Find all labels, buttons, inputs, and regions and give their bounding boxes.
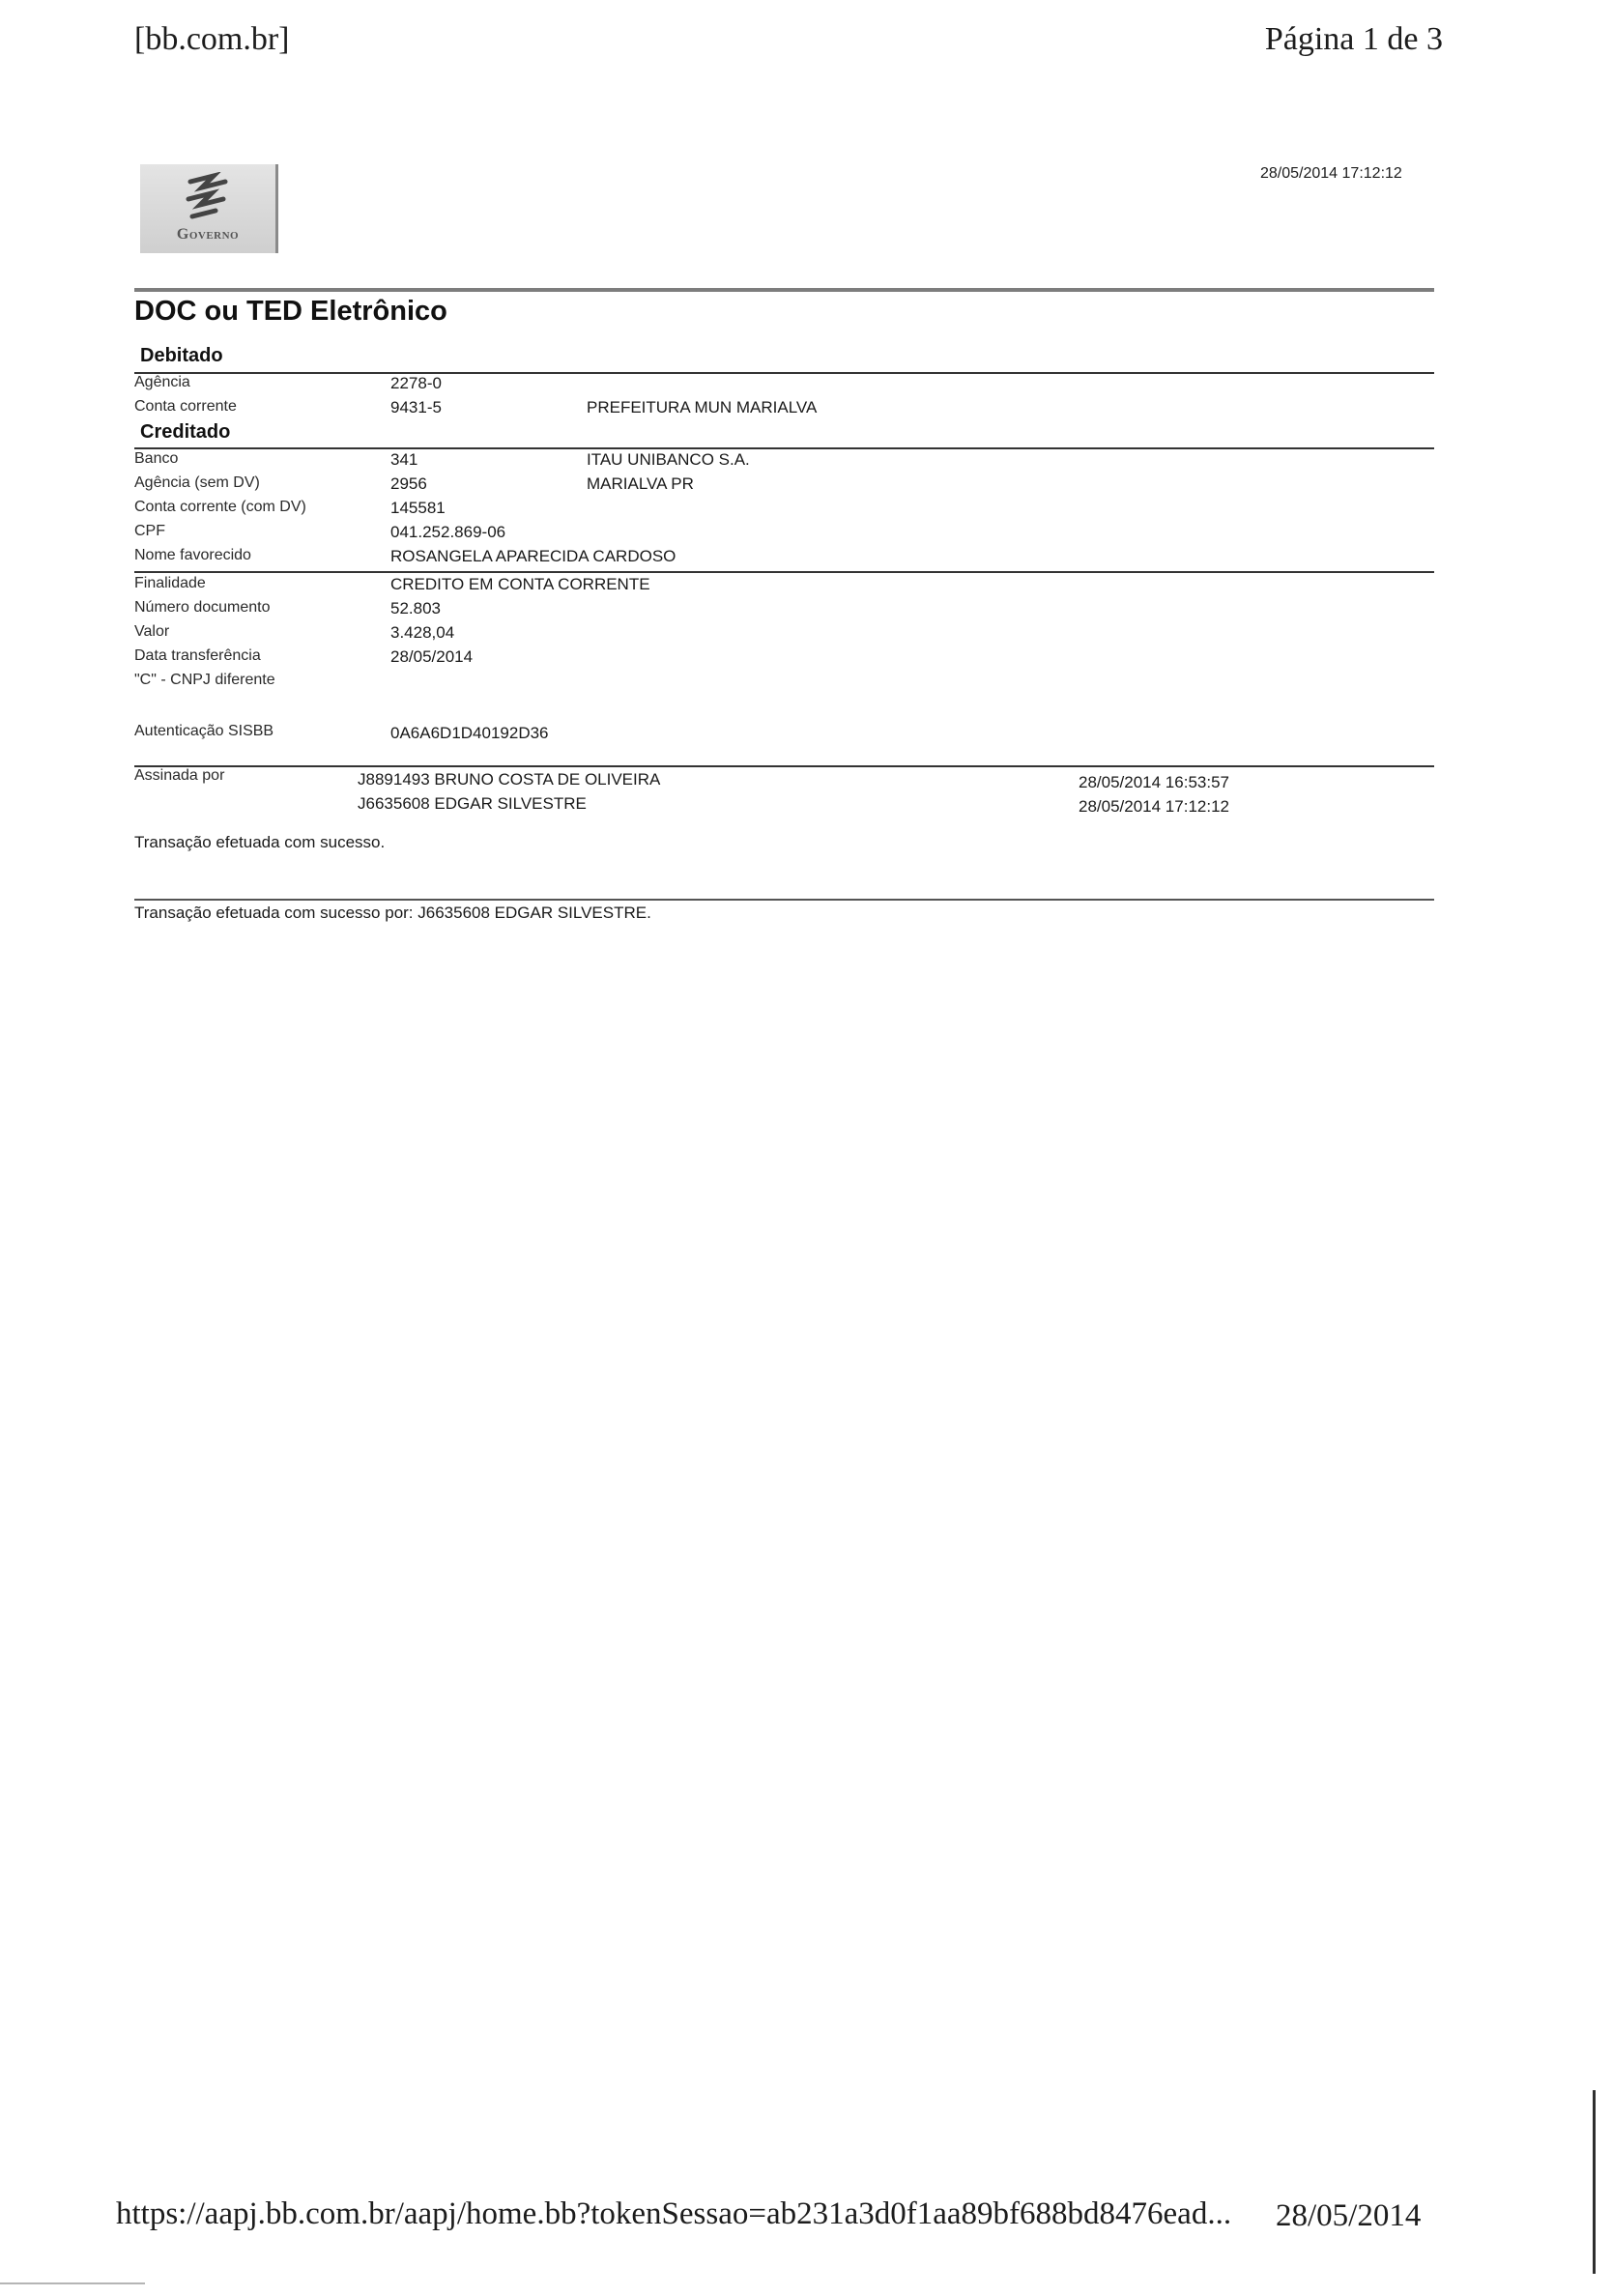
field-label-banco: Banco — [134, 450, 179, 467]
field-label-data-transferencia: Data transferência — [134, 647, 261, 664]
field-label-numero-documento: Número documento — [134, 599, 271, 616]
field-extra-banco-nome: ITAU UNIBANCO S.A. — [587, 450, 750, 469]
field-label-assinada-por: Assinada por — [134, 767, 225, 784]
bb-logo-icon — [181, 172, 235, 224]
field-extra-agencia-cidade: MARIALVA PR — [587, 474, 694, 493]
signer-name-1: J8891493 BRUNO COSTA DE OLIVEIRA — [358, 770, 661, 789]
section-debitado-divider — [134, 372, 1434, 374]
header-divider — [134, 288, 1434, 292]
field-label-valor: Valor — [134, 623, 170, 640]
page-title: DOC ou TED Eletrônico — [134, 296, 447, 327]
section-creditado-divider — [134, 447, 1434, 449]
field-label-autenticacao: Autenticação SISBB — [134, 723, 274, 739]
field-value-banco: 341 — [390, 450, 418, 469]
signatures-divider — [134, 765, 1434, 767]
field-value-conta-corrente: 9431-5 — [390, 398, 442, 416]
field-value-valor: 3.428,04 — [390, 623, 455, 642]
print-header-site: [bb.com.br] — [134, 21, 290, 57]
document-timestamp: 28/05/2014 17:12:12 — [1260, 165, 1402, 182]
field-label-cpf: CPF — [134, 523, 165, 539]
field-value-cpf: 041.252.869-06 — [390, 523, 506, 541]
section-creditado-heading: Creditado — [140, 421, 231, 443]
field-label-agencia-sem-dv: Agência (sem DV) — [134, 474, 260, 491]
field-value-agencia: 2278-0 — [390, 374, 442, 392]
status-detail-divider — [134, 899, 1434, 901]
field-label-nome-favorecido: Nome favorecido — [134, 547, 251, 563]
field-label-conta-corrente: Conta corrente — [134, 398, 237, 415]
signer-time-2: 28/05/2014 17:12:12 — [1079, 797, 1229, 816]
status-detail-message: Transação efetuada com sucesso por: J6635608 EDGAR SILVESTRE. — [134, 904, 651, 922]
print-footer-url: https://aapj.bb.com.br/aapj/home.bb?tokenSessao=ab231a3d0f1aa89bf688bd8476ead... — [116, 2196, 1232, 2231]
field-value-agencia-sem-dv: 2956 — [390, 474, 427, 493]
field-value-data-transferencia: 28/05/2014 — [390, 647, 474, 666]
field-label-agencia: Agência — [134, 374, 190, 390]
field-label-conta-com-dv: Conta corrente (com DV) — [134, 499, 306, 515]
print-footer-date: 28/05/2014 — [1276, 2198, 1422, 2233]
field-extra-conta-titular: PREFEITURA MUN MARIALVA — [587, 398, 818, 416]
scan-edge-right — [1593, 2090, 1596, 2274]
signer-name-2: J6635608 EDGAR SILVESTRE — [358, 794, 587, 813]
section-debitado-heading: Debitado — [140, 345, 223, 366]
field-value-nome-favorecido: ROSANGELA APARECIDA CARDOSO — [390, 547, 676, 565]
logo-text: Governo — [176, 226, 240, 243]
field-value-numero-documento: 52.803 — [390, 599, 441, 617]
details-divider — [134, 571, 1434, 573]
field-label-finalidade: Finalidade — [134, 575, 206, 591]
print-header-page: Página 1 de 3 — [1264, 21, 1443, 57]
field-label-cnpj-diferente: "C" - CNPJ diferente — [134, 672, 275, 688]
field-value-finalidade: CREDITO EM CONTA CORRENTE — [390, 575, 650, 593]
scan-edge-bottom — [0, 2282, 145, 2284]
status-message: Transação efetuada com sucesso. — [134, 833, 386, 851]
governo-logo — [140, 164, 278, 253]
field-value-autenticacao: 0A6A6D1D40192D36 — [390, 724, 549, 742]
field-value-conta-com-dv: 145581 — [390, 499, 446, 517]
signer-time-1: 28/05/2014 16:53:57 — [1079, 773, 1229, 791]
